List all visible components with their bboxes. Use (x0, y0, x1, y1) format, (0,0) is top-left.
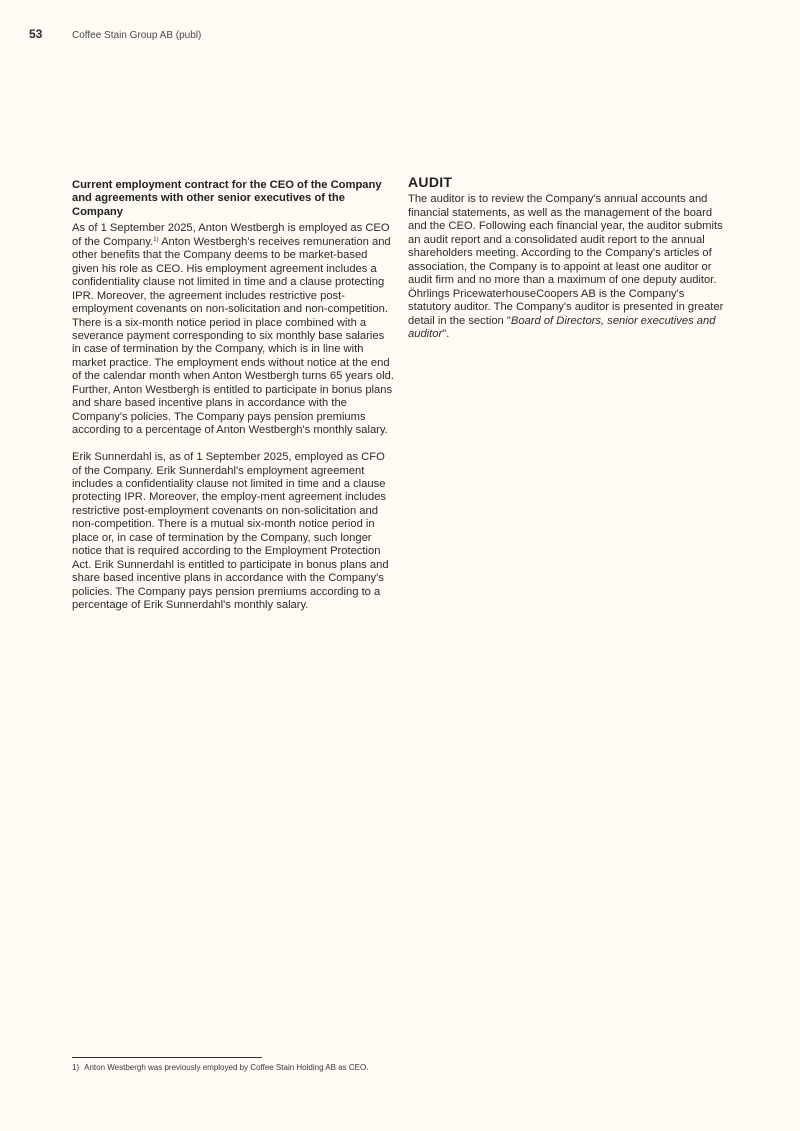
ceo-paragraph (72, 222, 394, 437)
audit-paragraph-end: ". (442, 327, 450, 340)
footnote-text: Anton Westbergh was previously employed by Coffee Stain Holding AB as CEO. (84, 1063, 369, 1072)
footnote-divider (72, 1057, 262, 1058)
employment-contract-heading: Current employment contract for the CEO of the Company and agreements with other senior executives of the Company (72, 179, 382, 218)
left-column (72, 179, 394, 612)
cfo-paragraph: Erik Sunnerdahl is, as of 1 September 2025, employed as CFO of the Company. Erik Sunnerdahl's employment agreement includes a confidentiality clause not limited in time and a clause protecting IPR. Moreover, the employ-ment agreement includes restrictive post-employment covenants on non-solicitation and non-competition. There is a mutual six-month notice period in place or, in case of termination by the Company, such longer notice that is required according to the Employment Protection Act. Erik Sunnerdahl is entitled to participate in bonus plans and share based incentive plans in accordance with the Company's policies. The Company pays pension premiums according to a percentage of Erik Sunnerdahl's monthly salary. (72, 451, 389, 612)
footnote (72, 1063, 368, 1072)
audit-paragraph-start: The auditor is to review the Company's annual accounts and financial statements, as well as the management of the board and the CEO. Following each financial year, the auditor submits an audit report and a consolidated audit report to the annual shareholders meeting. According to the Company's articles of association, the Company is to appoint at least one auditor or audit firm and no more than a maximum of one deputy auditor. Öhrlings PricewaterhouseCoopers AB is the Company's statutory auditor. The Company's auditor is presented in greater detail in the section " (408, 193, 724, 327)
audit-title: AUDIT (408, 174, 453, 190)
ceo-paragraph-start: As of 1 September 2025, Anton Westbergh is employed as CEO of the Company. (72, 222, 390, 248)
company-name: Coffee Stain Group AB (publ) (72, 30, 202, 41)
footnote-mark: 1) (72, 1063, 80, 1072)
footnote-reference: 1) (153, 236, 159, 243)
ceo-paragraph-rest: Anton Westbergh's receives remuneration and other benefits that the Company deems to be market-based given his role as CEO. His employment agreement includes a confidentiality clause not limited in time and a clause protecting IPR. Moreover, the agreement includes restrictive post-employment covenants on non-solicitation and non-competition. There is a six-month notice period in place combined with a severance payment corresponding to six monthly base salaries in case of termination by the Company, which is in line with market practice. The employment ends without notice at the end of the calendar month when Anton Westbergh turns 65 years old. Further, Anton Westbergh is entitled to participate in bonus plans and share based incentive plans in accordance with the Company's policies. The Company pays pension premiums according to a percentage of Anton Westbergh's monthly salary. (72, 235, 394, 437)
page-number: 53 (29, 27, 43, 41)
page-header (29, 27, 201, 41)
audit-section-reference: Board of Directors, senior executives and auditor (408, 314, 716, 340)
audit-paragraph (408, 193, 724, 341)
right-column (408, 176, 724, 341)
